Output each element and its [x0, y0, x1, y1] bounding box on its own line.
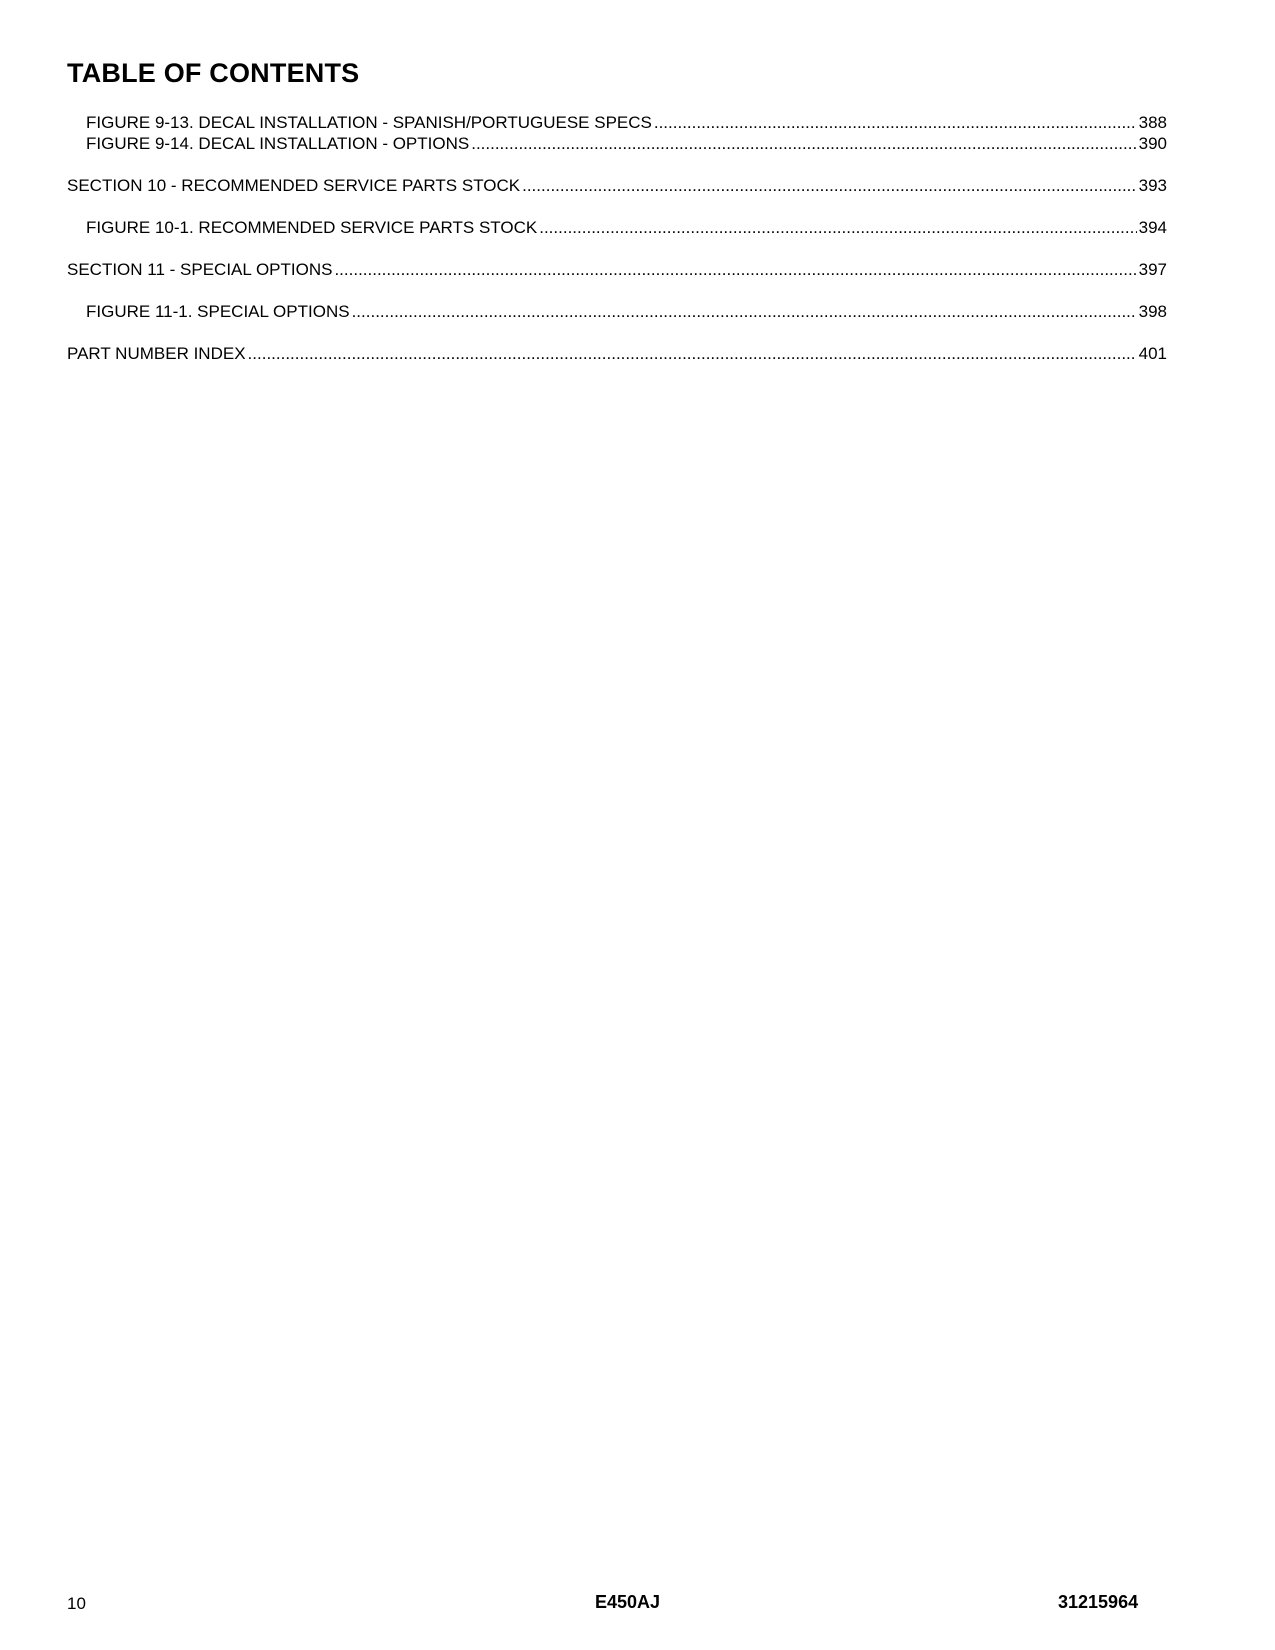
toc-entry[interactable]	[67, 217, 1167, 238]
toc-entry-page: 397	[1138, 260, 1167, 279]
toc-entry-page: 393	[1138, 176, 1167, 195]
toc-entry[interactable]	[67, 133, 1167, 154]
page-footer	[0, 1592, 1275, 1616]
page-title: TABLE OF CONTENTS	[67, 58, 360, 88]
dot-leader	[248, 343, 1137, 364]
toc-entry-label: FIGURE 11-1. SPECIAL OPTIONS	[86, 302, 350, 321]
toc-entry[interactable]	[67, 175, 1167, 196]
toc-entry-page: 398	[1138, 302, 1167, 321]
spacer	[67, 322, 1167, 343]
spacer	[67, 280, 1167, 301]
dot-leader	[654, 112, 1137, 133]
toc-entry-label: SECTION 11 - SPECIAL OPTIONS	[67, 260, 333, 279]
footer-document-number: 31215964	[1058, 1592, 1139, 1612]
footer-model: E450AJ	[595, 1592, 661, 1612]
toc-entry[interactable]	[67, 343, 1167, 364]
toc-entry-label: PART NUMBER INDEX	[67, 344, 246, 363]
toc-entry-page: 388	[1138, 113, 1167, 132]
dot-leader	[334, 259, 1136, 280]
dot-leader	[471, 133, 1136, 154]
toc-entry-page: 394	[1138, 218, 1167, 237]
toc-entry-label: FIGURE 9-14. DECAL INSTALLATION - OPTIONS	[86, 134, 470, 153]
spacer	[67, 196, 1167, 217]
toc-entry[interactable]	[67, 112, 1167, 133]
toc-entry[interactable]	[67, 259, 1167, 280]
dot-leader	[352, 301, 1137, 322]
spacer	[67, 154, 1167, 175]
toc-entry-label: FIGURE 9-13. DECAL INSTALLATION - SPANISH/PORTUGUESE SPECS	[86, 113, 652, 132]
toc-entry-label: SECTION 10 - RECOMMENDED SERVICE PARTS STOCK	[67, 176, 521, 195]
footer-page-number: 10	[67, 1594, 86, 1613]
toc-entry[interactable]	[67, 301, 1167, 322]
table-of-contents	[67, 112, 1167, 364]
toc-entry-page: 401	[1138, 344, 1167, 363]
toc-entry-label: FIGURE 10-1. RECOMMENDED SERVICE PARTS STOCK	[86, 218, 538, 237]
spacer	[67, 238, 1167, 259]
toc-entry-page: 390	[1138, 134, 1167, 153]
dot-leader	[539, 217, 1136, 238]
dot-leader	[522, 175, 1137, 196]
